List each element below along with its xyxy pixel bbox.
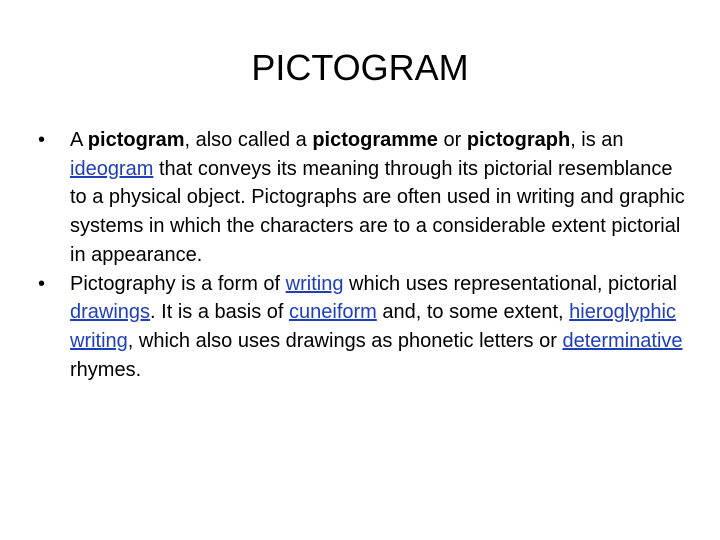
- bold-term: pictogram: [87, 129, 185, 151]
- link-writing[interactable]: writing: [285, 272, 344, 295]
- slide-title: PICTOGRAM: [251, 47, 469, 88]
- bold-term: pictograph: [466, 129, 571, 151]
- bullet-item: [34, 270, 694, 385]
- text-run: , which also uses drawings as phonetic letters or: [127, 329, 563, 352]
- bullet-icon: •: [38, 272, 46, 295]
- bullet-text: [70, 129, 685, 266]
- text-run: , is an: [570, 129, 624, 151]
- text-run: and, to some extent,: [376, 301, 570, 324]
- bullet-item: [34, 126, 694, 270]
- text-run: rhymes.: [70, 358, 142, 381]
- bullet-text: [70, 273, 683, 381]
- text-run: or: [437, 129, 467, 151]
- text-run: which uses representational, pictorial: [343, 272, 677, 295]
- link-hieroglyphic-writing[interactable]: hieroglyphic writing: [70, 301, 676, 352]
- text-run: Pictography is a form of: [70, 272, 286, 295]
- link-drawings[interactable]: drawings: [70, 301, 151, 324]
- text-run: . It is a basis of: [150, 301, 289, 324]
- text-run: that conveys its meaning through its pictorial resemblance to a physical object. Pictographs are often used in writing and graphic systems in which the characters are to a considerable extent pictorial in appearance.: [70, 157, 685, 266]
- bold-term: pictogramme: [312, 129, 438, 151]
- text-run: , also called a: [184, 129, 313, 151]
- link-determinative[interactable]: determinative: [562, 329, 683, 352]
- slide-content: [34, 126, 694, 384]
- link-cuneiform[interactable]: cuneiform: [289, 301, 377, 324]
- text-run: A: [70, 129, 88, 151]
- link-ideogram[interactable]: ideogram: [70, 157, 154, 180]
- bullet-icon: •: [38, 129, 46, 151]
